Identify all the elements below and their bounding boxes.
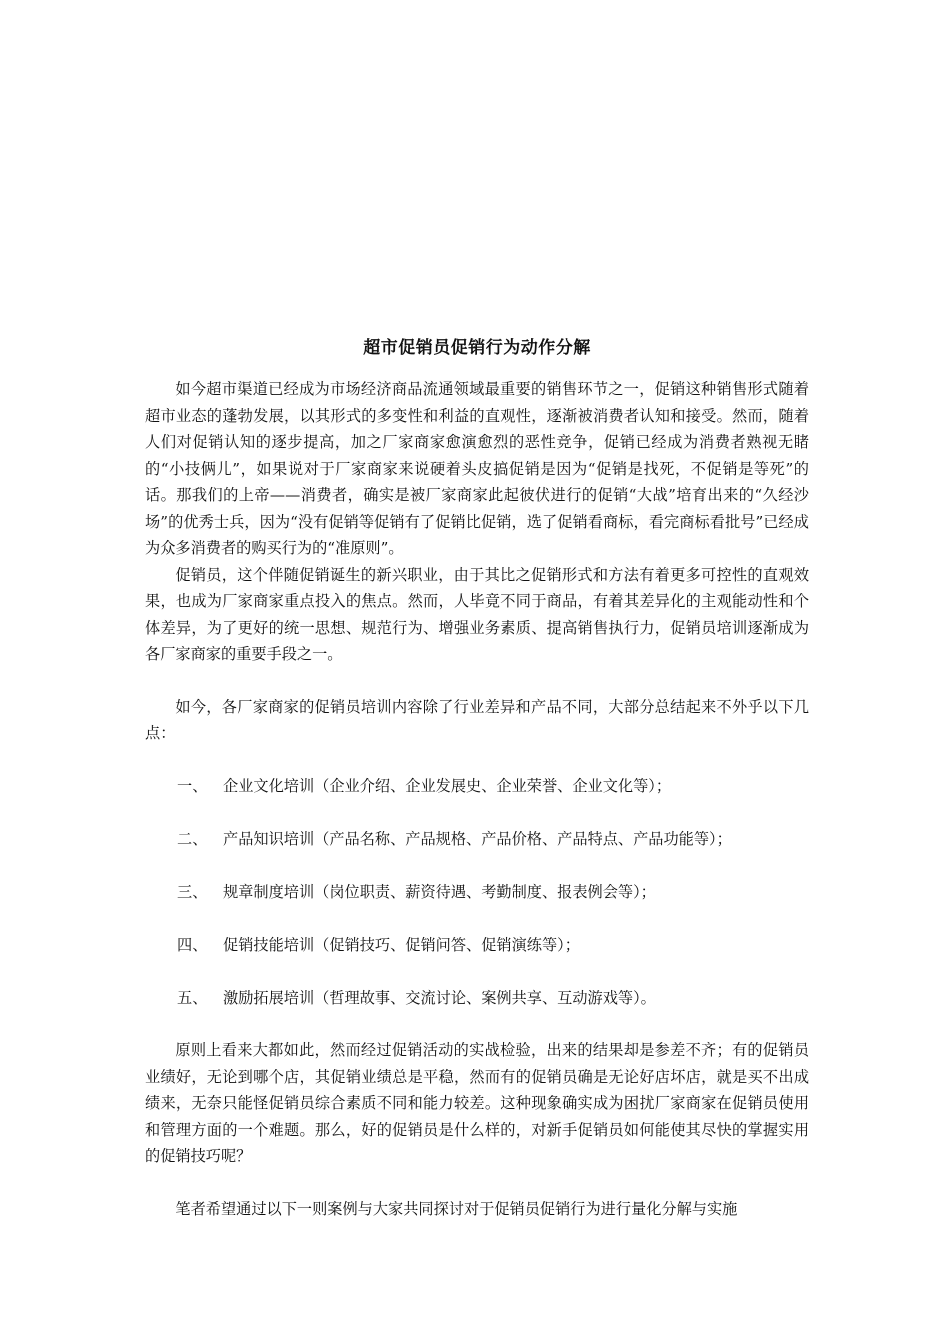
- list-item: [145, 879, 809, 906]
- paragraph-promoter: 促销员，这个伴随促销诞生的新兴职业，由于其比之促销形式和方法有着更多可控性的直观效果，也成为厂家商家重点投入的焦点。然而，人毕竟不同于商品，有着其差异化的主观能动性和个体差异，为了更好的统一思想、规范行为、增强业务素质、提高销售执行力，促销员培训逐渐成为各厂家商家的重要手段之一。: [145, 565, 809, 663]
- list-item: [145, 985, 809, 1012]
- training-list: [145, 773, 809, 1012]
- document-page: [145, 334, 809, 1222]
- list-text: 激励拓展培训（哲理故事、交流讨论、案例共享、互动游戏等）。: [223, 988, 656, 1007]
- list-number: 一、: [177, 776, 208, 795]
- list-text: 产品知识培训（产品名称、产品规格、产品价格、产品特点、产品功能等）；: [223, 829, 732, 848]
- paragraph-case-intro: 笔者希望通过以下一则案例与大家共同探讨对于促销员促销行为进行量化分解与实施: [175, 1199, 738, 1218]
- list-number: 二、: [177, 829, 208, 848]
- list-text: 规章制度培训（岗位职责、薪资待遇、考勤制度、报表例会等）；: [223, 882, 656, 901]
- list-number: 四、: [177, 935, 208, 954]
- paragraph-results: 原则上看来大都如此，然而经过促销活动的实战检验，出来的结果却是参差不齐；有的促销员业绩好，无论到哪个店，其促销业绩总是平稳，然而有的促销员确是无论好店坏店，就是买不出成绩来，无奈只能怪促销员综合素质不同和能力较差。这种现象确实成为困扰厂家商家在促销员使用和管理方面的一个难题。那么，好的促销员是什么样的，对新手促销员如何能使其尽快的掌握实用的促销技巧呢？: [145, 1041, 809, 1165]
- list-item: [145, 932, 809, 959]
- paragraph-training-summary: 如今，各厂家商家的促销员培训内容除了行业差异和产品不同，大部分总结起来不外乎以下几点：: [145, 697, 809, 742]
- document-title: 超市促销员促销行为动作分解: [363, 338, 591, 358]
- list-item: [145, 826, 809, 853]
- list-text: 促销技能培训（促销技巧、促销问答、促销演练等）；: [223, 935, 580, 954]
- list-number: 三、: [177, 882, 208, 901]
- paragraph-intro: 如今超市渠道已经成为市场经济商品流通领域最重要的销售环节之一，促销这种销售形式随着超市业态的蓬勃发展，以其形式的多变性和利益的直观性，逐渐被消费者认知和接受。然而，随着人们对促销认知的逐步提高，加之厂家商家愈演愈烈的恶性竞争，促销已经成为消费者熟视无睹的“小技俩儿”，如果说对于厂家商家来说硬着头皮搞促销是因为“促销是找死，不促销是等死”的话。那我们的上帝——消费者，确实是被厂家商家此起彼伏进行的促销“大战”培育出来的“久经沙场”的优秀士兵，因为“没有促销等促销有了促销比促销，选了促销看商标，看完商标看批号”已经成为众多消费者的购买行为的“准原则”。: [145, 380, 809, 557]
- list-item: [145, 773, 809, 800]
- list-number: 五、: [177, 988, 208, 1007]
- list-text: 企业文化培训（企业介绍、企业发展史、企业荣誉、企业文化等）；: [223, 776, 672, 795]
